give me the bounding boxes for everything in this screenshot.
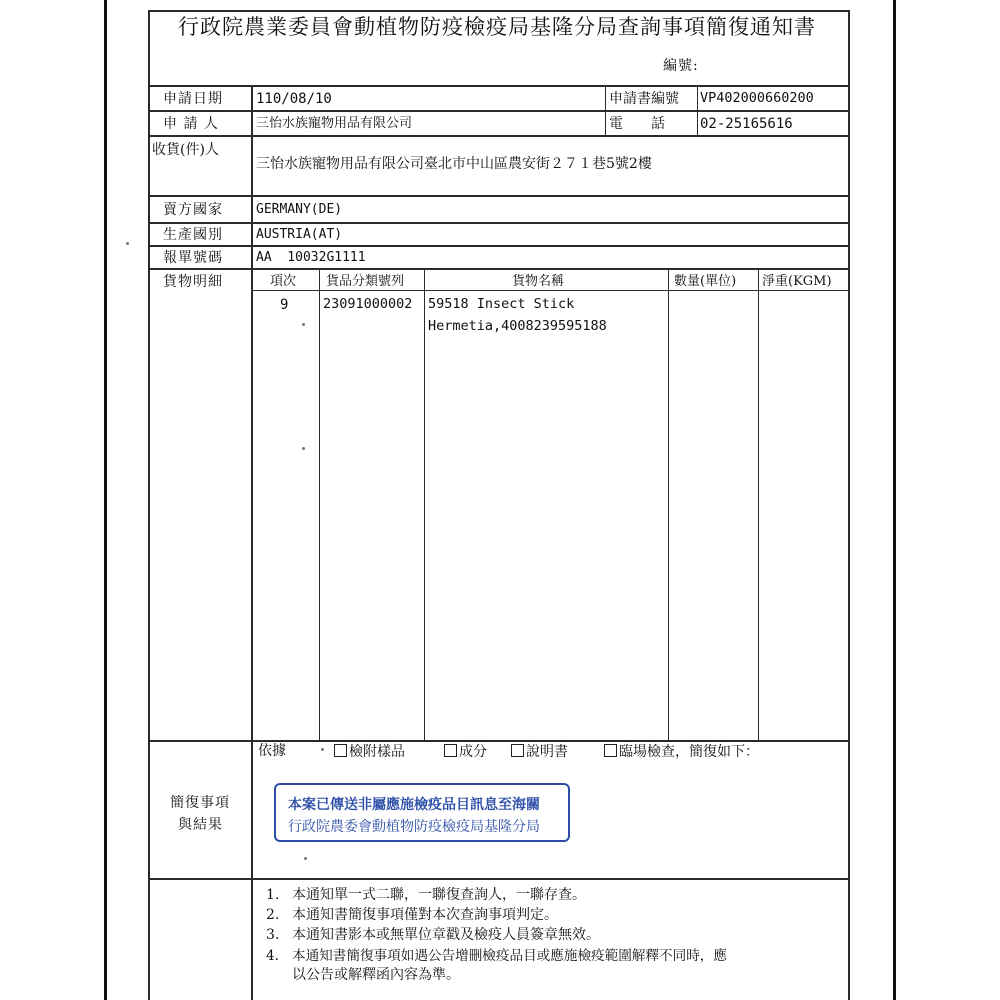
reply-label-line2: 與結果 <box>178 817 223 833</box>
option-ingredients[interactable] <box>444 741 487 761</box>
goods-col-divider <box>758 268 759 740</box>
origin-country-label: 生產國別 <box>163 227 223 243</box>
goods-header-code: 貨品分類號列 <box>326 274 405 289</box>
form-border-right <box>848 10 850 1000</box>
application-date-value: 110/08/10 <box>256 91 332 107</box>
option-inspection[interactable] <box>604 741 759 761</box>
scan-edge-right <box>893 0 896 1000</box>
checkbox-icon <box>444 744 457 757</box>
scan-edge-left <box>104 0 107 1000</box>
option-manual-label: 說明書 <box>526 744 568 760</box>
goods-header-item: 項次 <box>270 274 297 289</box>
row-line <box>148 245 850 247</box>
goods-header-qty: 數量(單位) <box>674 274 737 289</box>
option-sample-label: 檢附樣品 <box>349 744 405 760</box>
scan-speck <box>302 447 305 450</box>
origin-country-value: AUSTRIA(AT) <box>256 227 343 242</box>
scan-speck <box>304 857 307 860</box>
note-4: 4. 本通知書簡復事項如遇公告增刪檢疫品目或應施檢疫範圍解釋不同時，應 <box>266 948 727 964</box>
row-line <box>148 135 850 137</box>
scan-speck <box>302 323 305 326</box>
stamp-line1: 本案已傳送非屬應施檢疫品目訊息至海關 <box>288 797 540 813</box>
row-line <box>148 110 850 112</box>
option-inspection-label: 臨場檢查，簡復如下： <box>619 744 759 760</box>
form-border-left <box>148 10 150 1000</box>
row-line <box>148 268 850 270</box>
reply-label-line1: 簡復事項 <box>170 795 230 811</box>
row-line <box>148 222 850 224</box>
row-line <box>148 878 850 880</box>
scan-speck <box>126 242 129 245</box>
goods-item-number: 9 <box>280 297 289 313</box>
application-no-value: VP402000660200 <box>700 90 814 106</box>
goods-name-line2: Hermetia,4008239595188 <box>428 318 607 334</box>
checkbox-icon <box>334 744 347 757</box>
declaration-no-label: 報單號碼 <box>163 250 223 266</box>
option-sample[interactable] <box>334 741 405 761</box>
goods-header-weight: 淨重(KGM) <box>762 274 832 289</box>
stamp-line2: 行政院農委會動植物防疫檢疫局基隆分局 <box>288 819 540 835</box>
basis-label: 依據 <box>258 743 286 759</box>
label-column-divider <box>251 85 253 1000</box>
seller-country-label: 賣方國家 <box>163 202 223 218</box>
app-no-divider <box>605 85 606 135</box>
option-manual[interactable] <box>511 741 568 761</box>
row-line <box>148 195 850 197</box>
applicant-label: 申 請 人 <box>163 116 219 132</box>
note-3: 3. 本通知書影本或無單位章戳及檢疫人員簽章無效。 <box>266 927 600 943</box>
checkbox-icon <box>604 744 617 757</box>
goods-name-line1: 59518 Insect Stick <box>428 296 575 312</box>
note-4-cont: 以公告或解釋函內容為準。 <box>292 967 460 983</box>
goods-code: 23091000002 <box>323 296 413 312</box>
scan-speck <box>321 748 324 751</box>
application-no-label: 申請書編號 <box>609 91 679 107</box>
note-1: 1. 本通知單一式二聯，一聯復查詢人，一聯存查。 <box>266 887 586 903</box>
goods-col-divider <box>319 268 320 740</box>
result-stamp <box>274 783 570 842</box>
consignee-label: 收貨(件)人 <box>152 142 219 158</box>
goods-label: 貨物明細 <box>163 274 223 290</box>
note-2: 2. 本通知書簡復事項僅對本次查詢事項判定。 <box>266 907 558 923</box>
page-title: 行政院農業委員會動植物防疫檢疫局基隆分局查詢事項簡復通知書 <box>178 15 816 39</box>
app-no-value-divider <box>697 85 698 135</box>
doc-number-label: 編號: <box>663 58 699 74</box>
goods-col-divider <box>668 268 669 740</box>
phone-value: 02-25165616 <box>700 116 793 132</box>
form-border-top <box>148 10 850 12</box>
applicant-value: 三怡水族寵物用品有限公司 <box>256 116 413 131</box>
consignee-value: 三怡水族寵物用品有限公司臺北市中山區農安街２７１巷5號2樓 <box>256 156 652 172</box>
goods-header-name: 貨物名稱 <box>512 274 565 289</box>
declaration-no-value: AA 10032G1111 <box>256 250 366 265</box>
goods-col-divider <box>424 268 425 740</box>
phone-label: 電 話 <box>609 116 665 132</box>
application-date-label: 申請日期 <box>163 91 223 107</box>
row-line <box>148 85 850 87</box>
checkbox-icon <box>511 744 524 757</box>
option-ingredients-label: 成分 <box>459 744 487 760</box>
seller-country-value: GERMANY(DE) <box>256 202 343 217</box>
